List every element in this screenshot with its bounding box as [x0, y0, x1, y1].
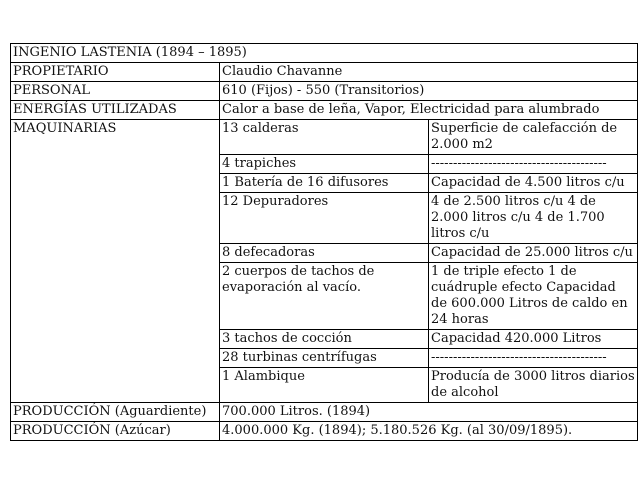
maquinaria-detail: 1 de triple efecto 1 de cuádruple efecto Capacidad de 600.000 Litros de caldo en 24 horas	[429, 263, 638, 330]
personal-label: PERSONAL	[11, 82, 220, 101]
maquinaria-detail: ----------------------------------------	[429, 155, 638, 174]
propietario-value: Claudio Chavanne	[220, 63, 638, 82]
maquinaria-detail: Capacidad de 25.000 litros c/u	[429, 244, 638, 263]
maquinaria-detail: ----------------------------------------	[429, 349, 638, 368]
produccion-aguardiente-row	[11, 403, 638, 422]
document-page	[10, 43, 638, 441]
propietario-label: PROPIETARIO	[11, 63, 220, 82]
maquinaria-detail: Capacidad de 4.500 litros c/u	[429, 174, 638, 193]
maquinaria-item: 3 tachos de cocción	[220, 330, 429, 349]
maquinaria-item: 13 calderas	[220, 120, 429, 155]
maquinaria-row	[11, 120, 638, 155]
table-title: INGENIO LASTENIA (1894 – 1895)	[11, 44, 638, 63]
propietario-row	[11, 63, 638, 82]
energias-row	[11, 101, 638, 120]
produccion-azucar-label: PRODUCCIÓN (Azúcar)	[11, 422, 220, 441]
energias-value: Calor a base de leña, Vapor, Electricidad para alumbrado	[220, 101, 638, 120]
maquinaria-item: 12 Depuradores	[220, 193, 429, 244]
maquinarias-label: MAQUINARIAS	[11, 120, 220, 403]
maquinaria-detail: Superficie de calefacción de 2.000 m2	[429, 120, 638, 155]
produccion-aguardiente-label: PRODUCCIÓN (Aguardiente)	[11, 403, 220, 422]
maquinaria-item: 8 defecadoras	[220, 244, 429, 263]
ingenio-info-table	[10, 43, 638, 441]
produccion-azucar-row	[11, 422, 638, 441]
title-row	[11, 44, 638, 63]
maquinaria-item: 1 Batería de 16 difusores	[220, 174, 429, 193]
maquinaria-detail: 4 de 2.500 litros c/u 4 de 2.000 litros c/u 4 de 1.700 litros c/u	[429, 193, 638, 244]
maquinaria-detail: Capacidad 420.000 Litros	[429, 330, 638, 349]
energias-label: ENERGÍAS UTILIZADAS	[11, 101, 220, 120]
produccion-aguardiente-value: 700.000 Litros. (1894)	[220, 403, 638, 422]
personal-row	[11, 82, 638, 101]
maquinaria-item: 1 Alambique	[220, 368, 429, 403]
maquinaria-item: 2 cuerpos de tachos de evaporación al vacío.	[220, 263, 429, 330]
maquinaria-detail: Producía de 3000 litros diarios de alcohol	[429, 368, 638, 403]
maquinaria-item: 28 turbinas centrífugas	[220, 349, 429, 368]
maquinaria-item: 4 trapiches	[220, 155, 429, 174]
produccion-azucar-value: 4.000.000 Kg. (1894); 5.180.526 Kg. (al 30/09/1895).	[220, 422, 638, 441]
personal-value: 610 (Fijos) - 550 (Transitorios)	[220, 82, 638, 101]
